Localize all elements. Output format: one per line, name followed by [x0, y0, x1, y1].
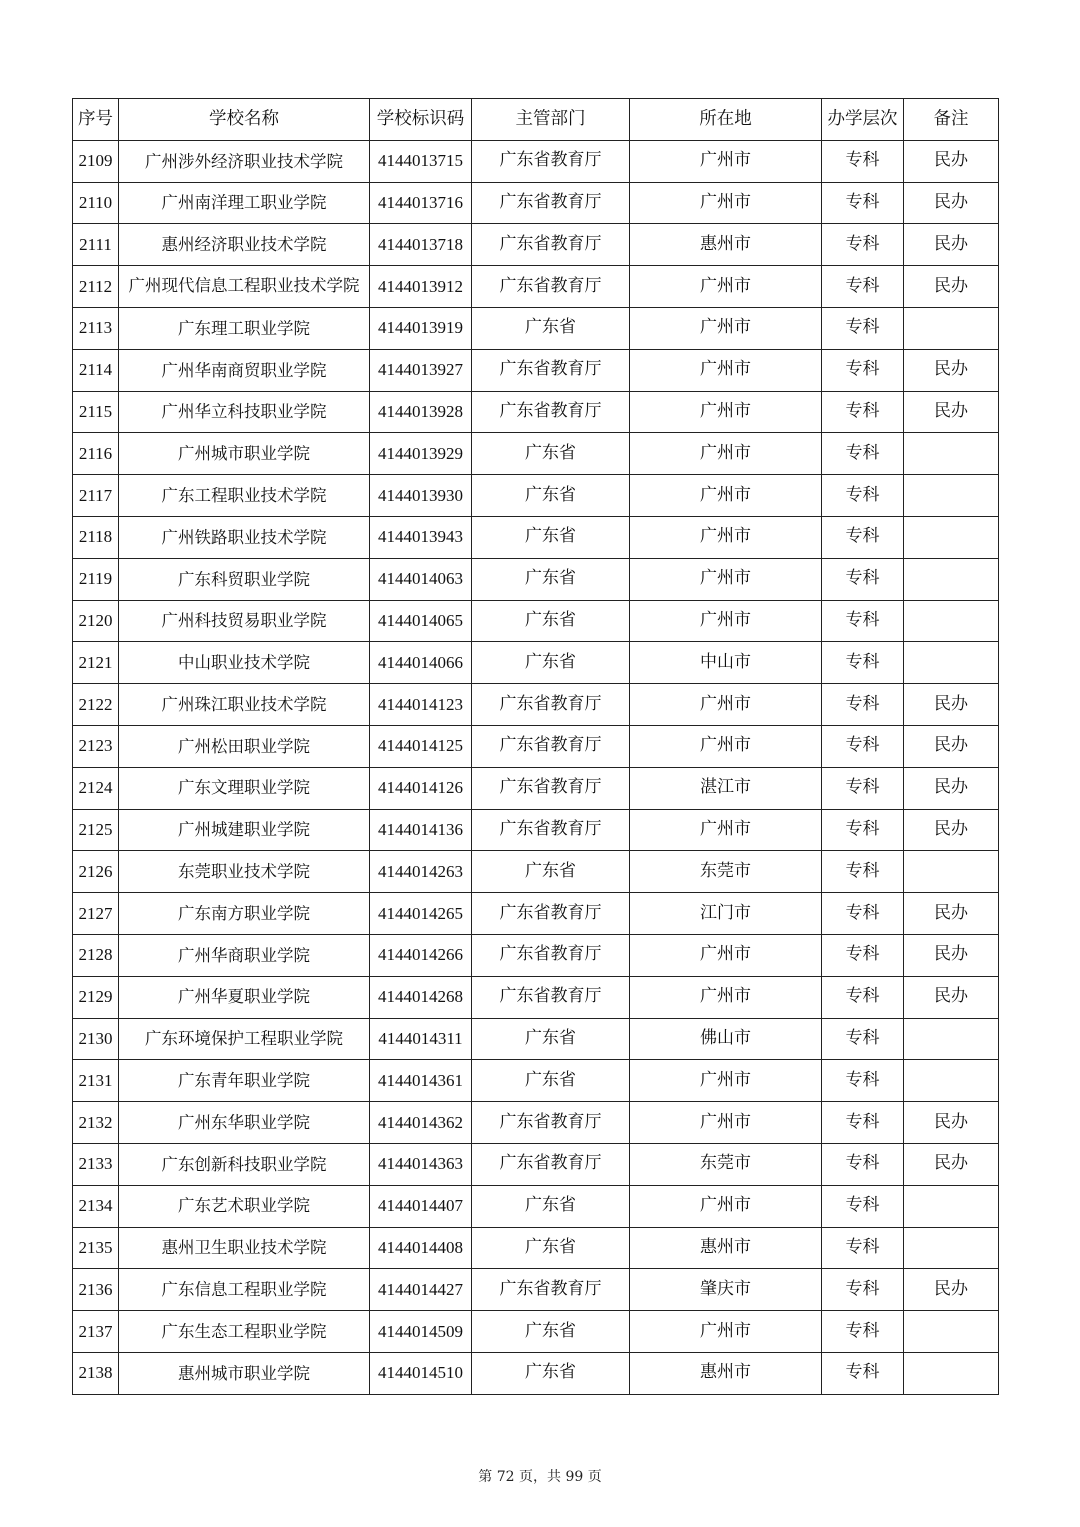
cell-seq: 2115 [73, 391, 119, 433]
cell-location: 广州市 [630, 307, 822, 349]
cell-location: 惠州市 [630, 1352, 822, 1394]
cell-school-name: 广州华夏职业学院 [119, 976, 370, 1018]
cell-school-code: 4144013927 [370, 349, 472, 391]
table-row [73, 684, 999, 726]
cell-note: 民办 [904, 1143, 999, 1185]
cell-level: 专科 [822, 893, 904, 935]
cell-note: 民办 [904, 684, 999, 726]
cell-dept: 广东省 [472, 1185, 630, 1227]
cell-note [904, 1311, 999, 1353]
table-row [73, 1227, 999, 1269]
table-body [73, 140, 999, 1394]
cell-location: 湛江市 [630, 767, 822, 809]
table-row [73, 475, 999, 517]
cell-seq: 2121 [73, 642, 119, 684]
table-row [73, 1352, 999, 1394]
cell-seq: 2109 [73, 140, 119, 182]
cell-level: 专科 [822, 391, 904, 433]
cell-school-name: 广州华南商贸职业学院 [119, 349, 370, 391]
cell-note [904, 433, 999, 475]
cell-dept: 广东省教育厅 [472, 976, 630, 1018]
cell-seq: 2128 [73, 934, 119, 976]
cell-level: 专科 [822, 140, 904, 182]
cell-location: 佛山市 [630, 1018, 822, 1060]
cell-school-code: 4144014126 [370, 767, 472, 809]
cell-location: 江门市 [630, 893, 822, 935]
table-row [73, 224, 999, 266]
cell-school-name: 广州松田职业学院 [119, 725, 370, 767]
cell-location: 惠州市 [630, 224, 822, 266]
table-row [73, 558, 999, 600]
cell-dept: 广东省 [472, 1227, 630, 1269]
cell-school-code: 4144014123 [370, 684, 472, 726]
cell-school-code: 4144014362 [370, 1102, 472, 1144]
cell-level: 专科 [822, 851, 904, 893]
cell-seq: 2111 [73, 224, 119, 266]
cell-school-code: 4144014263 [370, 851, 472, 893]
cell-school-name: 广东艺术职业学院 [119, 1185, 370, 1227]
cell-dept: 广东省教育厅 [472, 725, 630, 767]
cell-location: 广州市 [630, 349, 822, 391]
cell-location: 广州市 [630, 475, 822, 517]
cell-seq: 2130 [73, 1018, 119, 1060]
cell-seq: 2123 [73, 725, 119, 767]
cell-seq: 2137 [73, 1311, 119, 1353]
cell-note [904, 851, 999, 893]
cell-level: 专科 [822, 266, 904, 308]
cell-dept: 广东省 [472, 1311, 630, 1353]
cell-seq: 2129 [73, 976, 119, 1018]
cell-location: 广州市 [630, 934, 822, 976]
cell-seq: 2125 [73, 809, 119, 851]
cell-school-code: 4144013930 [370, 475, 472, 517]
page-number-footer: 第 72 页，共 99 页 [478, 1469, 602, 1485]
cell-school-name: 广州南洋理工职业学院 [119, 182, 370, 224]
cell-dept: 广东省 [472, 642, 630, 684]
cell-school-name: 广州华立科技职业学院 [119, 391, 370, 433]
cell-seq: 2122 [73, 684, 119, 726]
cell-dept: 广东省 [472, 307, 630, 349]
table-row [73, 725, 999, 767]
cell-note [904, 475, 999, 517]
cell-level: 专科 [822, 1185, 904, 1227]
cell-location: 广州市 [630, 809, 822, 851]
cell-note: 民办 [904, 224, 999, 266]
cell-school-code: 4144013929 [370, 433, 472, 475]
cell-dept: 广东省 [472, 433, 630, 475]
table-row [73, 893, 999, 935]
cell-school-code: 4144014265 [370, 893, 472, 935]
cell-note [904, 1227, 999, 1269]
table-row [73, 642, 999, 684]
cell-dept: 广东省 [472, 851, 630, 893]
cell-school-code: 4144013715 [370, 140, 472, 182]
cell-school-code: 4144013718 [370, 224, 472, 266]
cell-school-name: 广州现代信息工程职业技术学院 [119, 266, 370, 308]
cell-school-code: 4144014063 [370, 558, 472, 600]
cell-dept: 广东省教育厅 [472, 934, 630, 976]
cell-school-code: 4144014509 [370, 1311, 472, 1353]
cell-dept: 广东省教育厅 [472, 349, 630, 391]
cell-location: 广州市 [630, 391, 822, 433]
cell-location: 广州市 [630, 600, 822, 642]
cell-seq: 2112 [73, 266, 119, 308]
cell-note [904, 516, 999, 558]
cell-note: 民办 [904, 140, 999, 182]
cell-note [904, 1018, 999, 1060]
cell-level: 专科 [822, 767, 904, 809]
cell-school-name: 广东创新科技职业学院 [119, 1143, 370, 1185]
table-row [73, 1311, 999, 1353]
cell-dept: 广东省 [472, 516, 630, 558]
cell-seq: 2120 [73, 600, 119, 642]
cell-note: 民办 [904, 1102, 999, 1144]
cell-location: 中山市 [630, 642, 822, 684]
cell-school-name: 广州铁路职业技术学院 [119, 516, 370, 558]
cell-seq: 2136 [73, 1269, 119, 1311]
cell-school-code: 4144014427 [370, 1269, 472, 1311]
cell-level: 专科 [822, 558, 904, 600]
table-row [73, 349, 999, 391]
cell-location: 广州市 [630, 558, 822, 600]
cell-level: 专科 [822, 725, 904, 767]
cell-location: 广州市 [630, 516, 822, 558]
cell-seq: 2138 [73, 1352, 119, 1394]
table-row [73, 767, 999, 809]
cell-school-name: 广东科贸职业学院 [119, 558, 370, 600]
cell-level: 专科 [822, 1352, 904, 1394]
cell-level: 专科 [822, 1060, 904, 1102]
cell-level: 专科 [822, 1311, 904, 1353]
cell-level: 专科 [822, 684, 904, 726]
cell-school-name: 广州城建职业学院 [119, 809, 370, 851]
cell-seq: 2131 [73, 1060, 119, 1102]
cell-note [904, 1185, 999, 1227]
cell-seq: 2113 [73, 307, 119, 349]
cell-level: 专科 [822, 224, 904, 266]
cell-level: 专科 [822, 934, 904, 976]
table-row [73, 516, 999, 558]
cell-school-name: 惠州卫生职业技术学院 [119, 1227, 370, 1269]
cell-location: 广州市 [630, 1185, 822, 1227]
table-row [73, 266, 999, 308]
table-row [73, 1018, 999, 1060]
cell-school-name: 广东生态工程职业学院 [119, 1311, 370, 1353]
cell-dept: 广东省 [472, 558, 630, 600]
table-row [73, 1269, 999, 1311]
cell-school-code: 4144013716 [370, 182, 472, 224]
table-row [73, 182, 999, 224]
table-row [73, 600, 999, 642]
cell-level: 专科 [822, 600, 904, 642]
cell-seq: 2118 [73, 516, 119, 558]
cell-dept: 广东省教育厅 [472, 809, 630, 851]
header-name: 学校名称 [119, 99, 370, 141]
cell-dept: 广东省教育厅 [472, 266, 630, 308]
cell-note: 民办 [904, 391, 999, 433]
cell-school-name: 广东理工职业学院 [119, 307, 370, 349]
cell-dept: 广东省教育厅 [472, 140, 630, 182]
cell-level: 专科 [822, 976, 904, 1018]
cell-school-code: 4144014125 [370, 725, 472, 767]
header-dept: 主管部门 [472, 99, 630, 141]
cell-note: 民办 [904, 893, 999, 935]
cell-school-name: 广州东华职业学院 [119, 1102, 370, 1144]
cell-seq: 2127 [73, 893, 119, 935]
table-row [73, 1102, 999, 1144]
header-note: 备注 [904, 99, 999, 141]
cell-location: 肇庆市 [630, 1269, 822, 1311]
cell-dept: 广东省 [472, 1018, 630, 1060]
cell-seq: 2116 [73, 433, 119, 475]
cell-school-name: 广州城市职业学院 [119, 433, 370, 475]
cell-seq: 2110 [73, 182, 119, 224]
cell-school-name: 广东文理职业学院 [119, 767, 370, 809]
table-row [73, 809, 999, 851]
cell-seq: 2135 [73, 1227, 119, 1269]
cell-location: 广州市 [630, 433, 822, 475]
cell-school-code: 4144014266 [370, 934, 472, 976]
cell-level: 专科 [822, 182, 904, 224]
cell-school-name: 广东环境保护工程职业学院 [119, 1018, 370, 1060]
cell-school-name: 惠州经济职业技术学院 [119, 224, 370, 266]
cell-seq: 2134 [73, 1185, 119, 1227]
cell-note: 民办 [904, 725, 999, 767]
cell-seq: 2132 [73, 1102, 119, 1144]
cell-school-name: 广州涉外经济职业技术学院 [119, 140, 370, 182]
cell-location: 东莞市 [630, 851, 822, 893]
cell-level: 专科 [822, 307, 904, 349]
header-code: 学校标识码 [370, 99, 472, 141]
cell-note [904, 1352, 999, 1394]
cell-school-code: 4144014268 [370, 976, 472, 1018]
cell-level: 专科 [822, 1143, 904, 1185]
cell-location: 广州市 [630, 182, 822, 224]
table-row [73, 934, 999, 976]
cell-note [904, 558, 999, 600]
cell-seq: 2117 [73, 475, 119, 517]
cell-school-code: 4144014065 [370, 600, 472, 642]
table-row [73, 140, 999, 182]
cell-level: 专科 [822, 1102, 904, 1144]
cell-note [904, 307, 999, 349]
cell-school-code: 4144014136 [370, 809, 472, 851]
cell-dept: 广东省教育厅 [472, 1143, 630, 1185]
cell-dept: 广东省教育厅 [472, 391, 630, 433]
table-row [73, 1143, 999, 1185]
school-roster-table [72, 98, 999, 1395]
cell-school-code: 4144013919 [370, 307, 472, 349]
header-level: 办学层次 [822, 99, 904, 141]
cell-dept: 广东省教育厅 [472, 893, 630, 935]
cell-dept: 广东省 [472, 1352, 630, 1394]
cell-dept: 广东省 [472, 475, 630, 517]
cell-school-code: 4144014363 [370, 1143, 472, 1185]
cell-school-name: 广东南方职业学院 [119, 893, 370, 935]
cell-school-name: 广东青年职业学院 [119, 1060, 370, 1102]
cell-school-name: 广州华商职业学院 [119, 934, 370, 976]
cell-note [904, 1060, 999, 1102]
cell-dept: 广东省教育厅 [472, 182, 630, 224]
cell-dept: 广东省教育厅 [472, 767, 630, 809]
cell-school-name: 中山职业技术学院 [119, 642, 370, 684]
cell-note: 民办 [904, 976, 999, 1018]
cell-school-code: 4144014066 [370, 642, 472, 684]
cell-dept: 广东省 [472, 1060, 630, 1102]
cell-dept: 广东省教育厅 [472, 684, 630, 726]
cell-location: 惠州市 [630, 1227, 822, 1269]
header-location: 所在地 [630, 99, 822, 141]
cell-location: 广州市 [630, 1311, 822, 1353]
cell-note: 民办 [904, 349, 999, 391]
cell-location: 广州市 [630, 140, 822, 182]
table-row [73, 1060, 999, 1102]
cell-school-code: 4144013912 [370, 266, 472, 308]
cell-seq: 2124 [73, 767, 119, 809]
cell-location: 广州市 [630, 1102, 822, 1144]
cell-dept: 广东省教育厅 [472, 1102, 630, 1144]
cell-dept: 广东省 [472, 600, 630, 642]
cell-school-code: 4144014311 [370, 1018, 472, 1060]
cell-school-name: 惠州城市职业学院 [119, 1352, 370, 1394]
cell-seq: 2119 [73, 558, 119, 600]
cell-location: 东莞市 [630, 1143, 822, 1185]
cell-level: 专科 [822, 475, 904, 517]
cell-school-name: 东莞职业技术学院 [119, 851, 370, 893]
table-row [73, 391, 999, 433]
cell-seq: 2114 [73, 349, 119, 391]
cell-location: 广州市 [630, 684, 822, 726]
header-seq: 序号 [73, 99, 119, 141]
cell-level: 专科 [822, 516, 904, 558]
cell-school-code: 4144014408 [370, 1227, 472, 1269]
cell-level: 专科 [822, 809, 904, 851]
header-row [73, 99, 999, 141]
table-header [73, 99, 999, 141]
cell-school-name: 广东工程职业技术学院 [119, 475, 370, 517]
cell-level: 专科 [822, 1269, 904, 1311]
table-row [73, 851, 999, 893]
cell-note: 民办 [904, 182, 999, 224]
cell-note: 民办 [904, 934, 999, 976]
cell-location: 广州市 [630, 725, 822, 767]
cell-note [904, 642, 999, 684]
cell-school-name: 广州珠江职业技术学院 [119, 684, 370, 726]
cell-level: 专科 [822, 642, 904, 684]
table-row [73, 433, 999, 475]
cell-dept: 广东省教育厅 [472, 1269, 630, 1311]
cell-note: 民办 [904, 809, 999, 851]
cell-school-name: 广东信息工程职业学院 [119, 1269, 370, 1311]
cell-school-code: 4144013928 [370, 391, 472, 433]
cell-note: 民办 [904, 1269, 999, 1311]
cell-location: 广州市 [630, 1060, 822, 1102]
cell-seq: 2133 [73, 1143, 119, 1185]
table-row [73, 976, 999, 1018]
cell-location: 广州市 [630, 266, 822, 308]
table-row [73, 307, 999, 349]
cell-school-code: 4144013943 [370, 516, 472, 558]
cell-note: 民办 [904, 767, 999, 809]
cell-level: 专科 [822, 349, 904, 391]
cell-level: 专科 [822, 1018, 904, 1060]
cell-school-code: 4144014407 [370, 1185, 472, 1227]
cell-school-name: 广州科技贸易职业学院 [119, 600, 370, 642]
cell-level: 专科 [822, 433, 904, 475]
cell-dept: 广东省教育厅 [472, 224, 630, 266]
table-row [73, 1185, 999, 1227]
cell-level: 专科 [822, 1227, 904, 1269]
cell-seq: 2126 [73, 851, 119, 893]
cell-school-code: 4144014361 [370, 1060, 472, 1102]
cell-note: 民办 [904, 266, 999, 308]
cell-note [904, 600, 999, 642]
cell-school-code: 4144014510 [370, 1352, 472, 1394]
cell-location: 广州市 [630, 976, 822, 1018]
